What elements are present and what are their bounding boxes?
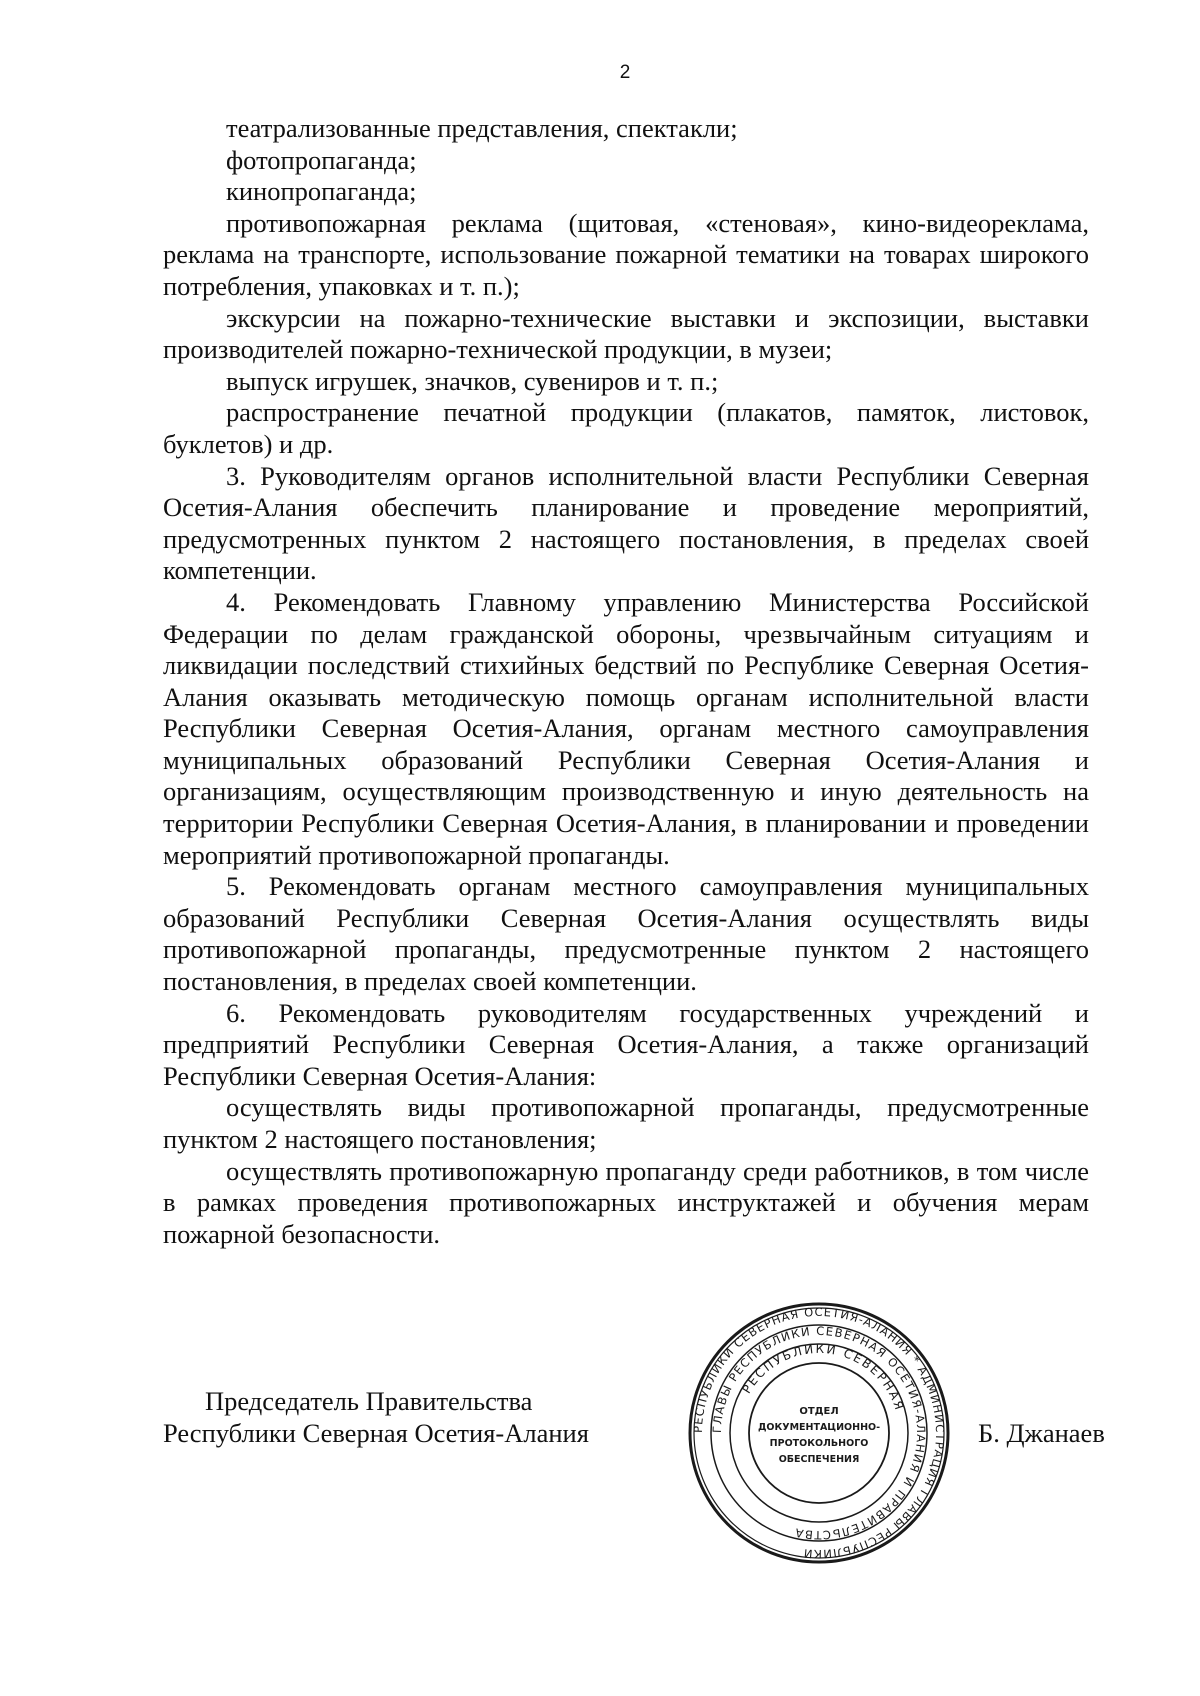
paragraph-item-3: 3. Руководителям органов исполнительной власти Республики Северная Осетия-Алания обеспечить планирование и проведение мероприятий, предусмотренных пунктом 2 настоящего постановления, в пределах своей компетенции. [163,460,1089,586]
paragraph-item: театрализованные представления, спектакли; [226,113,738,143]
paragraph-item: осуществлять противопожарную пропаганду среди работников, в том числе в рамках проведения противопожарных инструктажей и обучения мерам пожарной безопасности. [163,1155,1089,1249]
paragraph-item: выпуск игрушек, значков, сувениров и т. п.; [226,365,719,396]
signatory-title-line: Республики Северная Осетия-Алания [163,1418,589,1448]
signatory-title [163,1385,589,1449]
stamp-center-line: ДОКУМЕНТАЦИОННО- [757,1422,881,1433]
stamp-outer-text: РЕСПУБЛИКИ СЕВЕРНАЯ ОСЕТИЯ-АЛАНИЯ * АДМИНИСТРАЦИЯ ГЛАВЫ РЕСПУБЛИКИ [690,1304,948,1562]
document-body [163,113,1089,1250]
paragraph-item: фотопропаганда; [226,144,417,175]
stamp-center-line: ОТДЕЛ [799,1406,839,1417]
paragraph-item-5: 5. Рекомендовать органам местного самоуправления муниципальных образований Республики Северная Осетия-Алания осуществлять виды противопожарной пропаганды, предусмотренные пунктом 2 настоящего постановления, в пределах своей компетенции. [163,871,1089,997]
stamp-center-line: ОБЕСПЕЧЕНИЯ [778,1454,860,1465]
paragraph-item: противопожарная реклама (щитовая, «стеновая», кино-видеореклама, реклама на транспорте, использование пожарной тематики на товарах широкого потребления, упаковках и т. п.); [163,207,1089,301]
stamp-inner-text: РЕСПУБЛИКИ СЕВЕРНАЯ [739,1341,907,1414]
signatory-name: Б. Джанаев [978,1418,1105,1448]
official-stamp [688,1302,950,1564]
stamp-middle-text: ГЛАВЫ РЕСПУБЛИКИ СЕВЕРНАЯ ОСЕТИЯ-АЛАНИЯ И ПРАВИТЕЛЬСТВА [709,1323,929,1543]
paragraph-item: распространение печатной продукции (плакатов, памяток, листовок, буклетов) и др. [163,397,1089,459]
paragraph-item-6: 6. Рекомендовать руководителям государственных учреждений и предприятий Республики Северная Осетия-Алания, а также организаций Республики Северная Осетия-Алания: [163,997,1089,1091]
paragraph-item: кинопропаганда; [226,176,417,207]
stamp-center-line: ПРОТОКОЛЬНОГО [769,1438,869,1449]
paragraph-item: осуществлять виды противопожарной пропаганды, предусмотренные пунктом 2 настоящего постановления; [163,1092,1089,1154]
paragraph-item: экскурсии на пожарно-технические выставки и экспозиции, выставки производителей пожарно-технической продукции, в музеи; [163,302,1089,365]
stamp-seal-icon [688,1302,950,1564]
signatory-title-line: Председатель Правительства [205,1386,533,1416]
paragraph-item-4: 4. Рекомендовать Главному управлению Министерства Российской Федерации по делам гражданской обороны, чрезвычайным ситуациям и ликвидации последствий стихийных бедствий по Республике Северная Осетия-Алания оказывать методическую помощь органам исполнительной власти Республики Северная Осетия-Алания, органам местного самоуправления муниципальных образований Республики Северная Осетия-Алания и организациям, осуществляющим производственную и иную деятельность на территории Республики Северная Осетия-Алания, в планировании и проведении мероприятий противопожарной пропаганды. [163,586,1089,870]
page-number: 2 [619,62,631,83]
